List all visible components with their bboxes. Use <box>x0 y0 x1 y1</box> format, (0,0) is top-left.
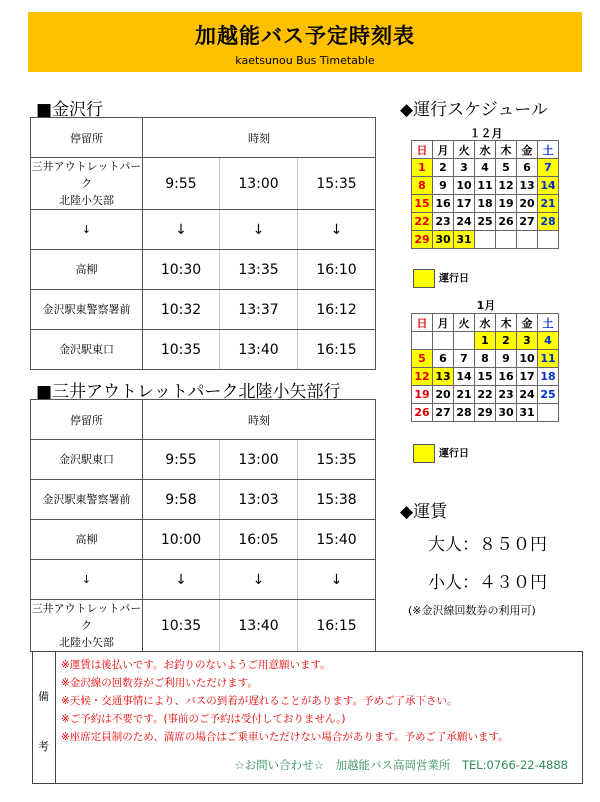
calendar-day: 1 <box>412 159 433 177</box>
notes-label-char: 備 <box>38 690 49 703</box>
calendar-day: 26 <box>412 404 433 422</box>
departure-time: 10:00 <box>143 520 220 560</box>
departure-time: 16:15 <box>298 600 376 652</box>
calendar-week <box>412 231 559 249</box>
timetable-row <box>31 290 376 330</box>
calendar-day: 15 <box>412 195 433 213</box>
timetable-row <box>31 600 376 652</box>
legend-december <box>413 269 469 288</box>
legend-swatch <box>413 444 435 463</box>
calendar-day: 20 <box>517 195 538 213</box>
weekday-header: 土 <box>538 314 559 332</box>
departure-time: 10:35 <box>143 330 220 370</box>
calendar-day: 21 <box>538 195 559 213</box>
calendar-day: 3 <box>517 332 538 350</box>
note-line: ※ご予約は不要です。(事前のご予約は受付しておりません。) <box>61 713 346 725</box>
weekday-header: 木 <box>496 314 517 332</box>
calendar-day: 28 <box>538 213 559 231</box>
stop-name-line: 高柳 <box>75 263 98 276</box>
calendar-day: 18 <box>475 195 496 213</box>
calendar-day: 17 <box>517 368 538 386</box>
legend-label: 運行日 <box>439 273 469 285</box>
calendar-day: 27 <box>517 213 538 231</box>
stop-name-line: 三井アウトレットパーク <box>31 160 142 190</box>
stop-name <box>31 520 143 560</box>
stop-name <box>31 480 143 520</box>
calendar-day: 11 <box>538 350 559 368</box>
stop-name-line: 金沢駅東警察署前 <box>42 493 131 506</box>
stop-name <box>31 600 143 652</box>
calendar-day: 11 <box>475 177 496 195</box>
calendar-day: 18 <box>538 368 559 386</box>
notes-label <box>33 652 56 783</box>
calendar-day: 6 <box>517 159 538 177</box>
calendar-day: 25 <box>475 213 496 231</box>
timetable-row <box>31 560 376 600</box>
note-line: ※運賃は後払いです。お釣りのないようご用意願います。 <box>61 659 331 671</box>
fare-title: ◆運賃 <box>400 502 448 522</box>
calendar-day: 19 <box>412 386 433 404</box>
calendar-december-title: １２月 <box>469 127 503 140</box>
calendar-week <box>412 404 559 422</box>
calendar-day: 12 <box>412 368 433 386</box>
stop-name-line: 高柳 <box>75 533 98 546</box>
calendar-day: 27 <box>433 404 454 422</box>
calendar-day: 23 <box>496 386 517 404</box>
calendar-day: 4 <box>538 332 559 350</box>
departure-time: 10:30 <box>143 250 220 290</box>
calendar-week <box>412 159 559 177</box>
calendar-day: 31 <box>517 404 538 422</box>
weekday-header: 土 <box>538 141 559 159</box>
stop-name-line: ↓ <box>81 573 92 586</box>
calendar-day <box>538 231 559 249</box>
weekday-header: 月 <box>433 314 454 332</box>
departure-time: 16:05 <box>220 520 298 560</box>
departure-time: 9:58 <box>143 480 220 520</box>
timetable-row <box>31 158 376 210</box>
contact-info: ☆お問い合わせ☆ 加越能バス高岡営業所 TEL:0766-22-4888 <box>234 758 568 772</box>
calendar-day: 14 <box>454 368 475 386</box>
calendar-day <box>454 332 475 350</box>
departure-time: 13:00 <box>220 440 298 480</box>
weekday-header: 木 <box>496 141 517 159</box>
timetable-row <box>31 440 376 480</box>
calendar-day: 10 <box>454 177 475 195</box>
weekday-header: 火 <box>454 141 475 159</box>
departure-time: 13:00 <box>220 158 298 210</box>
calendar-day <box>433 332 454 350</box>
departure-time: 13:03 <box>220 480 298 520</box>
calendar-day: 1 <box>475 332 496 350</box>
departure-time: ↓ <box>143 560 220 600</box>
calendar-week <box>412 213 559 231</box>
calendar-day: 30 <box>496 404 517 422</box>
stop-name-line: 北陸小矢部 <box>59 636 114 649</box>
departure-time: 13:40 <box>220 330 298 370</box>
stop-name-line: 金沢駅東口 <box>59 453 114 466</box>
calendar-day: 25 <box>538 386 559 404</box>
calendar-day: 22 <box>475 386 496 404</box>
calendar-week <box>412 368 559 386</box>
calendar-day: 24 <box>454 213 475 231</box>
calendar-day: 31 <box>454 231 475 249</box>
col-stop-header: 停留所 <box>31 118 143 158</box>
timetable-row <box>31 330 376 370</box>
departure-time: 10:32 <box>143 290 220 330</box>
departure-time: 15:40 <box>298 520 376 560</box>
calendar-day: 2 <box>496 332 517 350</box>
calendar-day: 8 <box>475 350 496 368</box>
notes-box <box>32 651 583 784</box>
calendar-day: 16 <box>496 368 517 386</box>
calendar-week <box>412 350 559 368</box>
calendar-day: 10 <box>517 350 538 368</box>
route-a-timetable <box>30 117 376 370</box>
weekday-header: 金 <box>517 314 538 332</box>
calendar-day: 7 <box>454 350 475 368</box>
calendar-day: 7 <box>538 159 559 177</box>
weekday-header: 日 <box>412 141 433 159</box>
col-stop-header: 停留所 <box>31 400 143 440</box>
fare-note: (※金沢線回数券の利用可) <box>408 604 536 617</box>
departure-time: ↓ <box>298 210 376 250</box>
fare-adult: 大人：８５０円 <box>428 535 547 555</box>
header-row <box>31 118 376 158</box>
calendar-day: 9 <box>496 350 517 368</box>
route-a-title: ■金沢行 <box>36 100 104 120</box>
legend-january <box>413 444 469 463</box>
departure-time: ↓ <box>143 210 220 250</box>
stop-name <box>31 330 143 370</box>
calendar-day: 15 <box>475 368 496 386</box>
calendar-january <box>411 313 559 422</box>
header-row <box>31 400 376 440</box>
calendar-day: 29 <box>412 231 433 249</box>
calendar-day <box>496 231 517 249</box>
calendar-day: 9 <box>433 177 454 195</box>
stop-name-line: ↓ <box>81 223 92 236</box>
calendar-day: 17 <box>454 195 475 213</box>
weekday-header: 水 <box>475 314 496 332</box>
calendar-january-title: 1月 <box>476 299 496 312</box>
note-line: ※天候・交通事情により、バスの到着が遅れることがあります。予めご了承下さい。 <box>61 695 458 707</box>
stop-name <box>31 440 143 480</box>
departure-time: 15:35 <box>298 440 376 480</box>
stop-name-line: 北陸小矢部 <box>59 194 114 207</box>
calendar-day: 22 <box>412 213 433 231</box>
calendar-week <box>412 177 559 195</box>
fare-child: 小人：４３０円 <box>428 573 547 593</box>
departure-time: 9:55 <box>143 158 220 210</box>
calendar-day <box>517 231 538 249</box>
calendar-day: 13 <box>517 177 538 195</box>
calendar-december <box>411 140 559 249</box>
departure-time: ↓ <box>220 560 298 600</box>
departure-time: 9:55 <box>143 440 220 480</box>
stop-name-line: 三井アウトレットパーク <box>31 602 142 632</box>
weekday-header: 日 <box>412 314 433 332</box>
calendar-day: 13 <box>433 368 454 386</box>
calendar-day <box>538 404 559 422</box>
departure-time: 15:38 <box>298 480 376 520</box>
calendar-day <box>475 231 496 249</box>
calendar-day: 29 <box>475 404 496 422</box>
calendar-day: 6 <box>433 350 454 368</box>
calendar-day: 12 <box>496 177 517 195</box>
departure-time: 16:10 <box>298 250 376 290</box>
schedule-title: ◆運行スケジュール <box>400 100 549 120</box>
departure-time: 15:35 <box>298 158 376 210</box>
calendar-day: 21 <box>454 386 475 404</box>
timetable-row <box>31 210 376 250</box>
page-title: 加越能バス予定時刻表 <box>195 24 415 48</box>
stop-name <box>31 158 143 210</box>
departure-time: 16:15 <box>298 330 376 370</box>
note-line: ※金沢線の回数券がご利用いただけます。 <box>61 677 258 689</box>
calendar-day: 3 <box>454 159 475 177</box>
calendar-day: 26 <box>496 213 517 231</box>
route-b-title: ■三井アウトレットパーク北陸小矢部行 <box>36 382 341 402</box>
col-time-header: 時刻 <box>143 400 376 440</box>
calendar-day: 20 <box>433 386 454 404</box>
col-time-header: 時刻 <box>143 118 376 158</box>
page-subtitle: kaetsunou Bus Timetable <box>235 54 375 67</box>
weekday-row <box>412 314 559 332</box>
weekday-header: 金 <box>517 141 538 159</box>
departure-time: 13:35 <box>220 250 298 290</box>
stop-name-line: 金沢駅東警察署前 <box>42 303 131 316</box>
weekday-row <box>412 141 559 159</box>
calendar-day: 2 <box>433 159 454 177</box>
weekday-header: 火 <box>454 314 475 332</box>
calendar-day: 30 <box>433 231 454 249</box>
departure-time: ↓ <box>220 210 298 250</box>
page-header <box>28 12 582 72</box>
calendar-day: 16 <box>433 195 454 213</box>
legend-label: 運行日 <box>439 448 469 460</box>
legend-swatch <box>413 269 435 288</box>
notes-label-char: 考 <box>38 740 49 753</box>
calendar-week <box>412 332 559 350</box>
note-line: ※座席定員制のため、満席の場合はご乗車いただけない場合があります。予めご了承願います。 <box>61 731 509 743</box>
calendar-day: 5 <box>496 159 517 177</box>
departure-time: 10:35 <box>143 600 220 652</box>
weekday-header: 月 <box>433 141 454 159</box>
departure-time: 16:12 <box>298 290 376 330</box>
stop-name-line: 金沢駅東口 <box>59 343 114 356</box>
calendar-day <box>412 332 433 350</box>
departure-time: 13:37 <box>220 290 298 330</box>
stop-name <box>31 290 143 330</box>
calendar-week <box>412 195 559 213</box>
calendar-day: 19 <box>496 195 517 213</box>
calendar-week <box>412 386 559 404</box>
stop-name <box>31 560 143 600</box>
route-b-timetable <box>30 399 376 652</box>
weekday-header: 水 <box>475 141 496 159</box>
notes-lines <box>61 656 509 746</box>
stop-name <box>31 250 143 290</box>
departure-time: 13:40 <box>220 600 298 652</box>
timetable-row <box>31 250 376 290</box>
calendar-day: 14 <box>538 177 559 195</box>
calendar-day: 5 <box>412 350 433 368</box>
calendar-day: 24 <box>517 386 538 404</box>
departure-time: ↓ <box>298 560 376 600</box>
calendar-day: 8 <box>412 177 433 195</box>
calendar-day: 23 <box>433 213 454 231</box>
stop-name <box>31 210 143 250</box>
timetable-row <box>31 480 376 520</box>
calendar-day: 28 <box>454 404 475 422</box>
calendar-day: 4 <box>475 159 496 177</box>
timetable-row <box>31 520 376 560</box>
